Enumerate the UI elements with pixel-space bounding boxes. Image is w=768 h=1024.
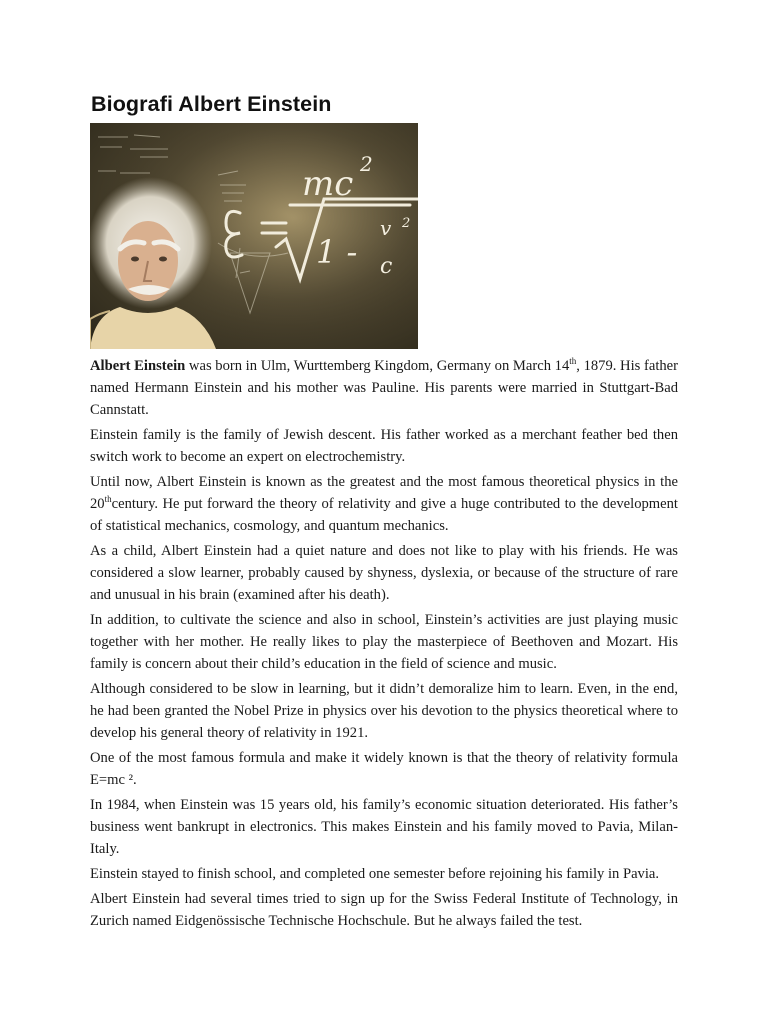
formula-root-v: v <box>380 216 392 240</box>
paragraph-5: In addition, to cultivate the science and also in school, Einstein’s activities are just playing music together with her mother. He really likes to play the masterpiece of Beethoven and Mozart. His family is concern about their child’s education in the field of science and music. <box>90 612 678 672</box>
paragraph-1 <box>90 355 678 421</box>
ordinal-superscript: th <box>104 494 112 505</box>
formula-root-term: 1 - <box>316 233 358 271</box>
paragraph-1-part-b: , 1879. His father named Hermann Einstein and his mother was Pauline. His parents were married in Stuttgart-Bad Cannstatt. <box>90 358 679 418</box>
formula-exponent: 2 <box>360 152 373 176</box>
paragraph-3 <box>90 471 678 537</box>
paragraph-7: One of the most famous formula and make it widely known is that the theory of relativity formula E=mc ². <box>90 750 678 788</box>
paragraph-10: Albert Einstein had several times tried to sign up for the Swiss Federal Institute of Technology, in Zurich named Eidgenössische Technische Hochschule. But he always failed the test. <box>90 891 678 929</box>
paragraph-3-part-a: Until now, Albert Einstein is known as the greatest and the most famous theoretical physics in the 20 <box>90 474 678 512</box>
paragraph-8: In 1984, when Einstein was 15 years old, his family’s economic situation deteriorated. His father’s business went bankrupt in electronics. This makes Einstein and his family moved to Pavia, Milan-Italy. <box>90 797 678 857</box>
ordinal-superscript: th <box>569 356 577 367</box>
subject-name: Albert Einstein <box>90 358 186 374</box>
paragraph-1-part-a: was born in Ulm, Wurttemberg Kingdom, Germany on March 14 <box>185 358 570 374</box>
paragraph-4: As a child, Albert Einstein had a quiet nature and does not like to play with his friends. He was considered a slow learner, probably caused by shyness, dyslexia, or because of the structure of rare and unusual in his brain (examined after his death). <box>90 543 678 603</box>
einstein-portrait-image <box>90 123 418 349</box>
document-title: Biografi Albert Einstein <box>91 92 332 116</box>
paragraph-9: Einstein stayed to finish school, and completed one semester before rejoining his family in Pavia. <box>90 866 660 882</box>
formula-root-exp: 2 <box>402 216 411 231</box>
body-text <box>90 355 678 935</box>
paragraph-3-part-b: century. He put forward the theory of relativity and give a huge contributed to the development of statistical mechanics, cosmology, and quantum mechanics. <box>90 496 678 534</box>
paragraph-6: Although considered to be slow in learning, but it didn’t demoralize him to learn. Even, in the end, he had been granted the Nobel Prize in physics over his devotion to the physics theoretical where to develop his general theory of relativity in 1921. <box>90 681 678 741</box>
paragraph-2: Einstein family is the family of Jewish descent. His father worked as a merchant feather bed then switch work to become an expert on electrochemistry. <box>90 427 678 465</box>
formula-root-c: c <box>380 254 393 279</box>
portrait-illustration <box>90 123 418 349</box>
formula-numerator: mc <box>302 164 354 204</box>
